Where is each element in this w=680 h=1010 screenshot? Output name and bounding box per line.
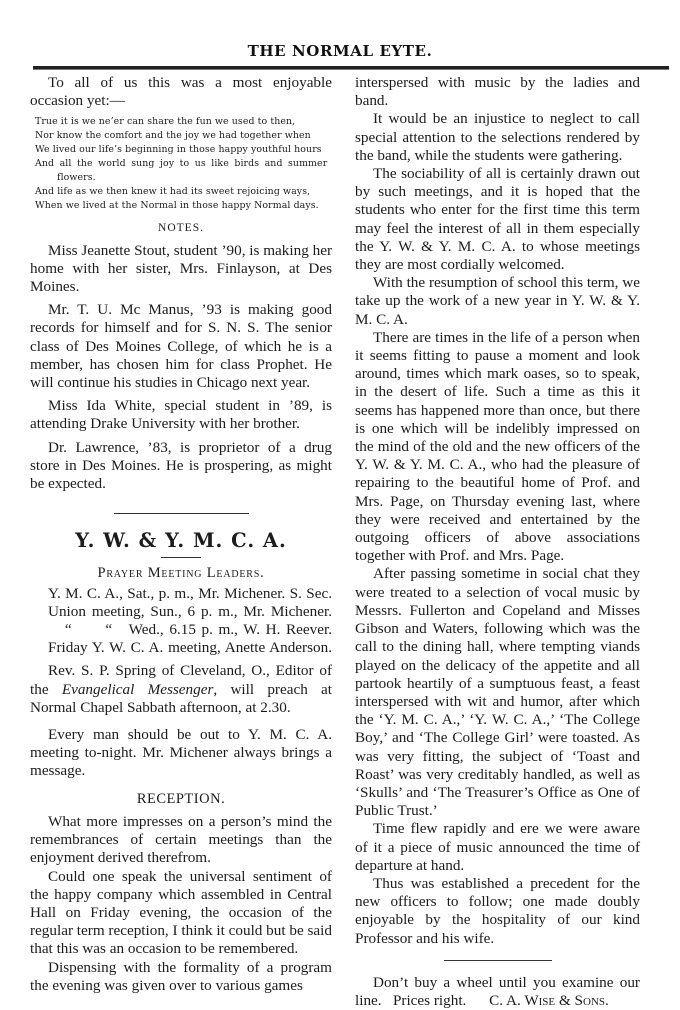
reception-paragraph: Dispensing with the formality of a program the evening was given over to various games (30, 958, 332, 994)
poem-line: Nor know the comfort and the joy we had together when (35, 130, 311, 142)
body-paragraph: There are times in the life of a person when it seems fitting to pause a moment and look around, times which mark oases, so to speak, in the desert of life. Such a time as this it seems has happened more than once, but there is one which will be indelibly impressed on the mind of the old and the new officers of the Y. W. & Y. M. C. A., who had the pleasure of repairing to the beautiful home of Prof. and Mrs. Page, on Thursday evening last, where they were received and entertained by the outgoing officers of above associations together with Prof. and Mrs. Page. (355, 328, 640, 565)
poem-line: flowers. (57, 172, 96, 184)
notes-heading: NOTES. (158, 222, 204, 235)
intro-paragraph: To all of us this was a most enjoyable occasion yet:— (30, 74, 332, 110)
note-paragraph: Miss Ida White, special student in ’89, is attending Drake University with her brother. (30, 397, 332, 433)
left-column (30, 74, 332, 995)
poem-line: And all the world sung joy to us like birds and summer (35, 158, 328, 170)
body-paragraph: It would be an injustice to neglect to call special attention to the selections rendered by the band, while the students were gathering. (355, 110, 640, 164)
leader-row: Union meeting, Sun., 6 p. m., Mr. Michener. (48, 602, 332, 620)
poem-line: When we lived at the Normal in those happy Normal days. (35, 200, 319, 212)
note-paragraph: Mr. T. U. Mc Manus, ’93 is making good records for himself and for S. N. S. The senior class of Des Moines College, of which he is a member, has chosen him for class Prophet. He will continue his studies in Chicago next year. (30, 301, 332, 392)
advertisement (355, 973, 644, 1010)
reception-paragraph: What more impresses on a person’s mind the remembrances of certain meetings than the enjoyment derived therefrom. (30, 812, 332, 867)
reception-heading: RECEPTION. (136, 790, 226, 807)
body-paragraph: Time flew rapidly and ere we were aware of it a piece of music announced the time of departure at hand. (355, 820, 640, 874)
right-column (355, 74, 644, 1010)
heading-underline (161, 557, 201, 558)
section-divider (114, 513, 249, 514)
ywca-heading: Y. W. & Y. M. C. A. (75, 529, 287, 553)
publication-title: Evangelical Messenger (61, 680, 214, 698)
body-paragraph: After passing sometime in social chat they were treated to a selection of vocal music by Messrs. Fullerton and Copeland and Misses Gibson and Waters, following which was the call to the dining hall, where tempting viands played on the delicacy of the appetite and all partook heartily of a sumptuous feast, a feast interspersed with wit and humor, after which the ‘Y. M. C. A.,’ ‘Y. W. C. A.,’ ‘The College Boy,’ and ‘The College Girl’ were toasted. As was very fitting, the subject of ‘Toast and Roast’ was very creditably handled, as well as ‘Skulls’ and ‘The Treasurer’s Office as One of Public Trust.’ (355, 565, 640, 820)
continuation-line: interspersed with music by the ladies and band. (355, 74, 640, 110)
poem-line: We lived our life’s beginning in those happy youthful hours (35, 144, 322, 156)
leaders-list (30, 585, 332, 658)
leader-row: Friday Y. W. C. A. meeting, Anette Anderson. (48, 639, 332, 657)
ad-signature: C. A. Wise & Sons. (489, 991, 609, 1009)
poem (35, 115, 332, 213)
rev-text-after: , will preach at Normal Chapel Sabbath afternoon, at 2.30. (30, 680, 332, 716)
leader-row (48, 621, 332, 639)
ad-text: Don’t buy a wheel until you examine our line. Prices right. (355, 973, 644, 1009)
note-paragraph: Dr. Lawrence, ’83, is proprietor of a drug store in Des Moines. He is prospering, as might be expected. (30, 438, 332, 493)
rev-text-before: Rev. S. P. Spring of Cleveland, O., Editor of the (30, 662, 332, 698)
rev-paragraph (30, 662, 332, 717)
poem-line: And life as we then knew it had its sweet rejoicing ways, (35, 186, 311, 198)
poem-line: True it is we ne’er can share the fun we used to then, (35, 116, 296, 128)
leader-row: Y. M. C. A., Sat., p. m., Mr. Michener. S. Sec. (48, 584, 332, 602)
leaders-heading: Prayer Meeting Leaders. (97, 565, 265, 582)
section-divider (444, 960, 552, 961)
reception-paragraph: Could one speak the universal sentiment of the happy company which assembled in Central Hall on Friday evening, the occasion of the regular term reception, I think it could but be said that this was an occasion to be remembered. (30, 867, 332, 958)
masthead-rule (33, 66, 669, 70)
every-man-paragraph: Every man should be out to Y. M. C. A. meeting to-night. Mr. Michener always brings a message. (30, 726, 332, 780)
masthead-title: THE NORMAL EYTE. (247, 42, 433, 60)
note-paragraph: Miss Jeanette Stout, student ’90, is making her home with her sister, Mrs. Finlayson, at Des Moines. (30, 241, 332, 296)
body-paragraph: The sociability of all is certainly drawn out by such meetings, and it is hoped that the students who enter for the first time this term may feel the interest of all in them especially the Y. W. & Y. M. C. A. to whose meetings they are most cordially welcomed. (355, 165, 640, 274)
body-paragraph: Thus was established a precedent for the new officers to follow; one made doubly enjoyable by the hospitality of our kind Professor and his wife. (355, 874, 640, 947)
body-paragraph: With the resumption of school this term, we take up the work of a new year in Y. W. & Y. M. C. A. (355, 274, 640, 328)
leader-row-text: “ “ Wed., 6.15 p. m., W. H. Reever. (64, 621, 333, 639)
